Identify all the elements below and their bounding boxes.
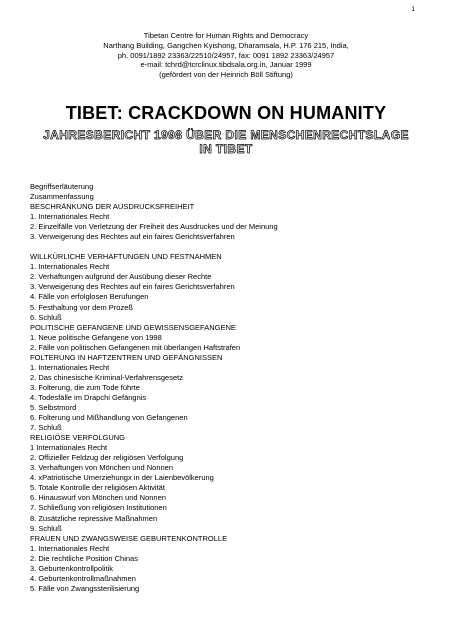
toc-entry: 3. Verweigerung des Rechtes auf ein faires Gerichtsverfahren xyxy=(30,232,235,242)
toc-entry: 6. Folterung und Mißhandlung von Gefangenen xyxy=(30,413,188,423)
table-of-contents xyxy=(30,182,430,594)
toc-entry: RELIGIÖSE VERFOLGUNG xyxy=(30,433,126,443)
toc-entry: 3. Verweigerung des Rechtes auf ein faires Gerichtsverfahren xyxy=(30,282,235,292)
header-phone-fax: ph. 0091/1892 23363/22510/24957, fax: 0091 1892 23363/24957 xyxy=(117,50,335,60)
toc-entry: 2. Fälle von politischen Gefangenen mit überlangen Haftstrafen xyxy=(30,342,241,352)
toc-entry: FOLTERUNG IN HAFTZENTREN UND GEFÄNGNISSEN xyxy=(30,352,223,362)
toc-entry: 5. Totale Kontrolle der religiösen Aktivität xyxy=(30,483,165,493)
toc-entry: 7. Schluß xyxy=(30,423,62,433)
toc-entry: 5. Selbstmord xyxy=(30,402,77,412)
toc-entry: 1. Internationales Recht xyxy=(30,212,110,222)
toc-entry: WILLKÜRLICHE VERHAFTUNGEN UND FESTNAHMEN xyxy=(30,252,222,262)
toc-entry: 8. Zusätzliche repressive Maßnahmen xyxy=(30,513,158,523)
toc-entry: 2. Die rechtliche Position Chinas xyxy=(30,553,138,563)
toc-entry: 1. Internationales Recht xyxy=(30,262,110,272)
toc-entry: 3. Folterung, die zum Tode führte xyxy=(30,382,140,392)
toc-section-main xyxy=(30,252,430,594)
header-email-date: e-mail: tchrd@tcrclinux.tibdsala.org.in, Januar 1999 xyxy=(140,60,312,70)
toc-entry: 1. Internationales Recht xyxy=(30,362,110,372)
toc-entry: 4. Todesfälle im Drapchi Gefängnis xyxy=(30,392,147,402)
toc-section-intro xyxy=(30,182,430,242)
toc-entry: 7. Schließung von religiösen Institutionen xyxy=(30,503,167,513)
header-address: Narthang Building, Gangchen Kyishong, Dharamsala, H.P. 176 215, India, xyxy=(103,40,349,50)
toc-entry: 1. Internationales Recht xyxy=(30,543,110,553)
toc-entry: 4. Geburtenkontrollmaßnahmen xyxy=(30,573,136,583)
toc-entry: 2. Verhaftungen aufgrund der Ausübung dieser Rechte xyxy=(30,272,212,282)
toc-entry: 6. Hinauswurf von Mönchen und Nonnen xyxy=(30,493,166,503)
toc-entry: Begriffserläuterung xyxy=(30,182,94,191)
toc-entry: 1. Neue politische Gefangene von 1998 xyxy=(30,332,162,342)
toc-entry: POLITISCHE GEFANGENE UND GEWISSENSGEFANGENE xyxy=(30,322,236,332)
toc-entry: 5. Fälle von Zwangssterilisierung xyxy=(30,583,140,593)
toc-entry: BESCHRÄNKUNG DER AUSDRUCKSFREIHEIT xyxy=(30,202,195,212)
header-organization: Tibetan Centre for Human Rights and Democracy xyxy=(143,31,309,40)
toc-entry: 1 Internationales Recht xyxy=(30,443,108,453)
toc-entry: 3. Verhaftungen von Mönchen und Nonnen xyxy=(30,463,174,473)
toc-entry: 2. Offizieller Feldzug der religiösen Verfolgung xyxy=(30,453,184,463)
toc-entry: 2. Das chinesische Kriminal-Verfahrensgesetz xyxy=(30,372,183,382)
toc-entry: 3. Geburtenkontrollpolitik xyxy=(30,563,113,573)
page-number: 1 xyxy=(411,6,415,13)
toc-entry: Zusammenfassung xyxy=(30,192,94,202)
toc-entry: 5. Festhaltung vor dem Prozeß xyxy=(30,302,133,312)
header-funding-note: (gefördert von der Heinrich Böll Stiftung) xyxy=(159,70,293,80)
report-subtitle xyxy=(0,128,452,156)
subtitle-line-2: IN TIBET xyxy=(199,142,253,156)
document-header xyxy=(0,31,452,80)
toc-entry: 9. Schluß xyxy=(30,523,62,533)
toc-spacer xyxy=(30,242,430,252)
page-title: TIBET: CRACKDOWN ON HUMANITY xyxy=(65,103,387,123)
toc-entry: 4. Fälle von erfolglosen Berufungen xyxy=(30,292,149,302)
toc-entry: FRAUEN UND ZWANGSWEISE GEBURTENKONTROLLE xyxy=(30,533,228,543)
toc-entry: 6. Schluß xyxy=(30,312,62,322)
toc-entry: 2. Einzelfälle von Verletzung der Freiheit des Ausdruckes und der Meinung xyxy=(30,222,278,232)
subtitle-line-1: JAHRESBERICHT 1998 ÜBER DIE MENSCHENRECHTSLAGE xyxy=(43,128,409,142)
toc-entry: 4. xPatriotische Umerziehungx in der Laienbevölkerung xyxy=(30,473,214,483)
